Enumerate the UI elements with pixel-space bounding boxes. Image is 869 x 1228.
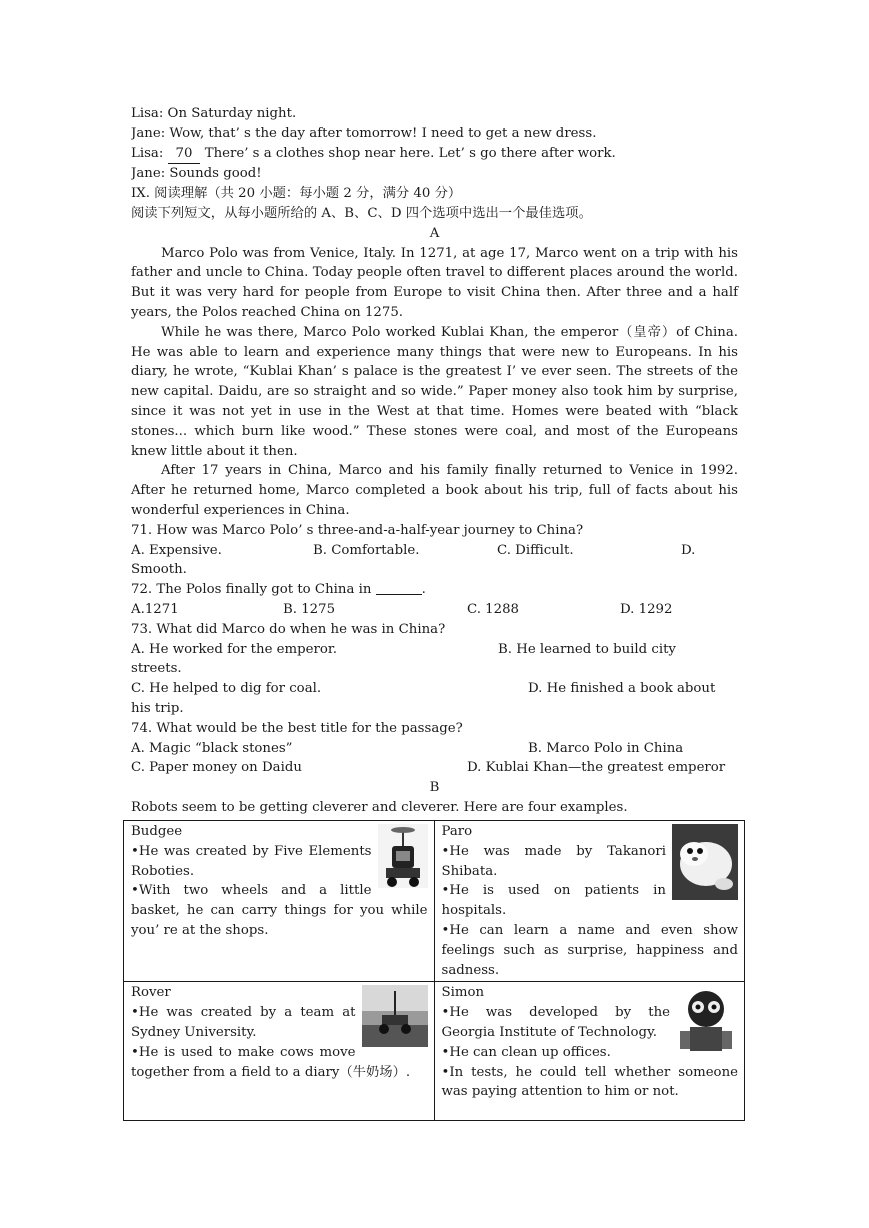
passage-a-paragraph: While he was there, Marco Polo worked Kublai Khan, the emperor（皇帝）of China. He was able to learn and experience many things that were new to Europeans. In his diary, he wrote, “Kublai Khan’ s palace is the greatest I’ ve ever seen. The streets of the new capital. Daidu, are so straight and so wide.” Paper money also took him by surprise, since it was not yet in use in the West at that time. Homes were beated with “black stones... which burn like wood.” These stones were coal, and most of the Europeans knew little about it then. — [131, 324, 738, 459]
robot-point: • He is used to make cows move together from a field to a diary（牛奶场）. — [131, 1043, 428, 1083]
dialogue-line — [131, 144, 738, 165]
option-c: C. Difficult. — [497, 542, 574, 558]
question-74: 74. What would be the best title for the passage? — [131, 720, 463, 736]
budgee-robot-image — [378, 824, 428, 888]
question-72-options — [131, 600, 738, 620]
option-b: B. He learned to build city — [498, 641, 676, 657]
question-73: 73. What did Marco do when he was in China? — [131, 621, 446, 637]
option-d: D. He finished a book about — [528, 681, 716, 697]
passage-a-paragraph: Marco Polo was from Venice, Italy. In 1271, at age 17, Marco went on a trip with his father and uncle to China. Today people often travel to different places around the world. But it was very hard for people from Europe to visit China then. After three and a half years, the Polos reached China on 1275. — [131, 245, 738, 320]
robot-point: • He was made by Takanori Shibata. — [442, 842, 739, 882]
robot-point: • He is used on patients in hospitals. — [442, 881, 739, 921]
option-d: D. — [681, 542, 696, 558]
passage-b-intro: Robots seem to be getting cleverer and cleverer. Here are four examples. — [131, 799, 628, 815]
speaker: Lisa: — [131, 145, 168, 161]
robot-point: • He was created by a team at Sydney University. — [131, 1003, 428, 1043]
question-74-options — [131, 758, 738, 778]
option-d: D. 1292 — [620, 601, 673, 617]
option-c: C. Paper money on Daidu — [131, 760, 302, 776]
dialogue-line: Jane: Sounds good! — [131, 166, 262, 182]
robot-cell-rover — [124, 982, 435, 1121]
robot-cell-simon — [434, 982, 745, 1121]
robot-cell-paro — [434, 821, 745, 982]
option-a: A. Expensive. — [131, 542, 222, 558]
passage-b-label: B — [429, 780, 440, 796]
robot-cell-budgee — [124, 821, 435, 982]
option-d-continued: his trip. — [131, 700, 184, 716]
option-c: C. 1288 — [467, 601, 519, 617]
option-b: B. Marco Polo in China — [528, 740, 684, 756]
question-74-options — [131, 739, 738, 759]
robot-name: Budgee — [131, 824, 183, 839]
option-b: B. 1275 — [283, 601, 336, 617]
simon-robot-image — [676, 985, 738, 1055]
option-b: B. Comfortable. — [313, 542, 420, 558]
exam-page — [131, 104, 738, 818]
question-73-options — [131, 640, 738, 660]
dialogue-text: There’ s a clothes shop near here. Let’ s go there after work. — [200, 145, 616, 161]
option-b-continued: streets. — [131, 661, 182, 677]
robot-point: • He can clean up offices. — [442, 1043, 739, 1063]
option-a: A. He worked for the emperor. — [131, 641, 338, 657]
option-a: A.1271 — [131, 601, 179, 617]
question-72-stem: 72. The Polos finally got to China in — [131, 582, 372, 598]
robots-table — [123, 820, 745, 1121]
robot-point: • He was created by Five Elements Roboties. — [131, 842, 428, 882]
paro-robot-image — [672, 824, 738, 900]
question-73-options — [131, 679, 738, 699]
rover-robot-image — [362, 985, 428, 1047]
option-d: D. Kublai Khan—the greatest emperor — [467, 760, 726, 776]
question-71: 71. How was Marco Polo’ s three-and-a-half-year journey to China? — [131, 522, 584, 538]
question-72-end: . — [421, 582, 426, 598]
passage-a-label: A — [429, 225, 440, 241]
answer-blank — [376, 582, 422, 595]
robot-point: • With two wheels and a little basket, he can carry things for you while you’ re at the shops. — [131, 881, 428, 940]
instruction: 阅读下列短文，从每小题所给的 A、B、C、D 四个选项中选出一个最佳选项。 — [131, 205, 592, 221]
section-title: IX. 阅读理解（共 20 小题：每小题 2 分，满分 40 分） — [131, 186, 462, 202]
option-a: A. Magic “black stones” — [131, 740, 293, 756]
robot-point: • He can learn a name and even show feelings such as surprise, happiness and sadness. — [442, 921, 739, 980]
robot-point: • He was developed by the Georgia Institute of Technology. — [442, 1003, 739, 1043]
option-c: C. He helped to dig for coal. — [131, 681, 322, 697]
passage-a-paragraph: After 17 years in China, Marco and his family finally returned to Venice in 1992. After he returned home, Marco completed a book about his trip, full of facts about his wonderful experiences in China. — [131, 463, 738, 518]
dialogue-line: Jane: Wow, that’ s the day after tomorrow! I need to get a new dress. — [131, 125, 597, 141]
robot-name: Paro — [441, 824, 473, 839]
robot-name: Rover — [131, 985, 171, 1001]
question-71-options — [131, 541, 738, 561]
option-d-continued: Smooth. — [131, 562, 187, 578]
robot-name: Simon — [441, 985, 485, 1001]
dialogue-line: Lisa: On Saturday night. — [131, 106, 297, 121]
question-72 — [131, 580, 738, 600]
answer-blank-70: 70 — [168, 144, 201, 165]
robot-point: • In tests, he could tell whether someone was paying attention to him or not. — [442, 1063, 739, 1103]
